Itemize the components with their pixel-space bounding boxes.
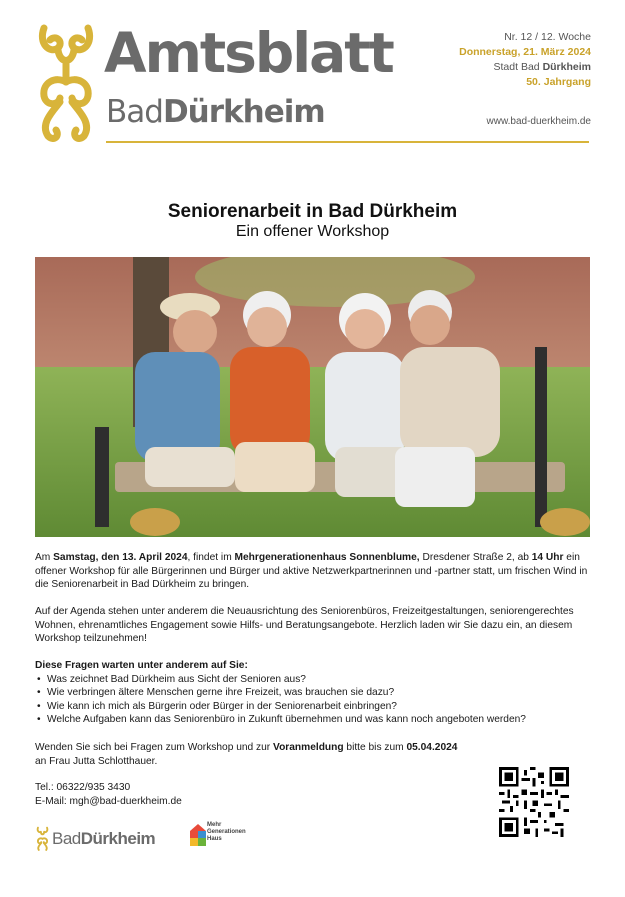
masthead-title: Amtsblatt <box>104 21 393 85</box>
issue-city: Stadt Bad Dürkheim <box>493 61 591 73</box>
list-item: • Wie kann ich mich als Bürgerin oder Bürger in der Seniorenarbeit einbringen? <box>35 700 595 714</box>
issue-info <box>459 30 591 90</box>
masthead-subtitle <box>106 94 325 130</box>
bad-duerkheim-logo-icon <box>36 826 49 852</box>
photo-four-seniors-on-bench-icon <box>35 257 590 537</box>
questions-list <box>35 673 595 727</box>
issue-number: Nr. 12 / 12. Woche <box>504 31 591 43</box>
bad-duerkheim-logo-icon <box>36 20 96 146</box>
footer-logo-text: BadDürkheim <box>52 829 156 848</box>
footer-city-logo <box>36 826 155 852</box>
event-date: Samstag, den 13. April 2024 <box>53 552 188 563</box>
website-link[interactable]: www.bad-duerkheim.de <box>486 116 591 127</box>
paragraph-event: Am Samstag, den 13. April 2024, findet im Mehrgenerationenhaus Sonnenblume, Dresdener Straße 2, ab 14 Uhr ein offener Workshop für alle Bürgerinnen und Bürger und aktive Netzwerkpartnerinnen und -partner statt, um frischen Wind in die Seniorenarbeit in Bad Dürkheim zu bringen. <box>35 552 588 591</box>
qr-code-icon[interactable] <box>499 767 569 837</box>
masthead-rule <box>106 141 589 143</box>
masthead-subtitle-light: Bad <box>106 94 163 130</box>
list-item: • Welche Aufgaben kann das Seniorenbüro in Zukunft übernehmen und was kann noch angeboten werden? <box>35 713 595 727</box>
article-headline: Seniorenarbeit in Bad Dürkheim <box>167 201 458 222</box>
event-venue: Mehrgenerationenhaus Sonnenblume, <box>234 552 420 563</box>
registration-deadline: 05.04.2024 <box>406 742 458 753</box>
paragraph-agenda: Auf der Agenda stehen unter anderem die Neuausrichtung des Seniorenbüros, Freizeitgestaltungen, seniorengerechtes Wohnen, ehrenamtliches Engagement sowie Hilfs- und Beratungsangebote. Herzlich laden wir Sie dazu ein, an diesem Workshop teilzunehmen! <box>35 606 574 645</box>
paragraph-registration: Wenden Sie sich bei Fragen zum Workshop und zur Voranmeldung bitte bis zum 05.04.2024 an Frau Jutta Schlotthauer. <box>35 742 458 767</box>
issue-volume: 50. Jahrgang <box>526 76 591 88</box>
mgh-logo-text: Mehr Generationen Haus <box>207 822 246 842</box>
contact-email[interactable]: E-Mail: mgh@bad-duerkheim.de <box>35 795 182 807</box>
article-subheadline: Ein offener Workshop <box>235 223 390 240</box>
event-time: 14 Uhr <box>531 552 564 563</box>
issue-date: Donnerstag, 21. März 2024 <box>459 46 591 58</box>
questions-section <box>35 659 595 727</box>
questions-lead: Diese Fragen warten unter anderem auf Sie: <box>35 660 248 671</box>
list-item: • Wie verbringen ältere Menschen gerne ihre Freizeit, was brauchen sie dazu? <box>35 686 595 700</box>
mgh-house-icon <box>190 824 206 846</box>
masthead-subtitle-bold: Dürkheim <box>162 94 325 130</box>
article-photo <box>35 257 590 537</box>
contact-phone[interactable]: Tel.: 06322/935 3430 <box>35 782 131 793</box>
mehrgenerationenhaus-logo <box>190 818 280 860</box>
list-item: • Was zeichnet Bad Dürkheim aus Sicht der Senioren aus? <box>35 673 595 687</box>
registration-label: Voranmeldung <box>273 742 344 753</box>
